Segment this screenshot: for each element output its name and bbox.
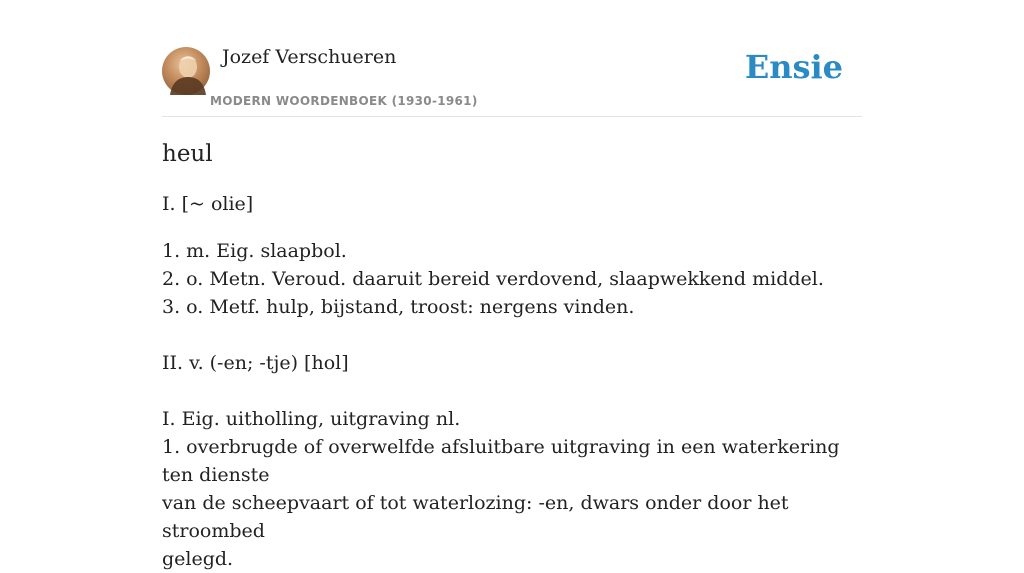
definition-line: I. Eig. uitholling, uitgraving nl. xyxy=(162,408,461,430)
entry-content xyxy=(162,137,862,573)
entry-header xyxy=(162,44,862,117)
entry-term: heul xyxy=(162,141,213,167)
author-avatar[interactable] xyxy=(162,47,210,95)
brand-logo[interactable]: Ensie xyxy=(744,48,843,86)
definition-line: 2. o. Metn. Veroud. daaruit bereid verdovend, slaapwekkend middel. xyxy=(162,268,824,290)
section-heading: I. [~ olie] xyxy=(162,193,254,215)
definition-line: 1. m. Eig. slaapbol. xyxy=(162,240,347,262)
definition-line: gelegd. xyxy=(162,548,234,570)
definition-line: 3. o. Metf. hulp, bijstand, troost: nergens vinden. xyxy=(162,296,635,318)
source-title: MODERN WOORDENBOEK (1930-1961) xyxy=(210,94,478,108)
definition-line: van de scheepvaart of tot waterlozing: -en, dwars onder door het stroombed xyxy=(162,492,789,542)
author-name[interactable]: Jozef Verschueren xyxy=(222,46,397,68)
section-heading: II. v. (-en; -tje) [hol] xyxy=(162,352,349,374)
portrait-icon xyxy=(162,47,210,95)
definition-line: 1. overbrugde of overwelfde afsluitbare uitgraving in een waterkering ten dienste xyxy=(162,436,840,486)
